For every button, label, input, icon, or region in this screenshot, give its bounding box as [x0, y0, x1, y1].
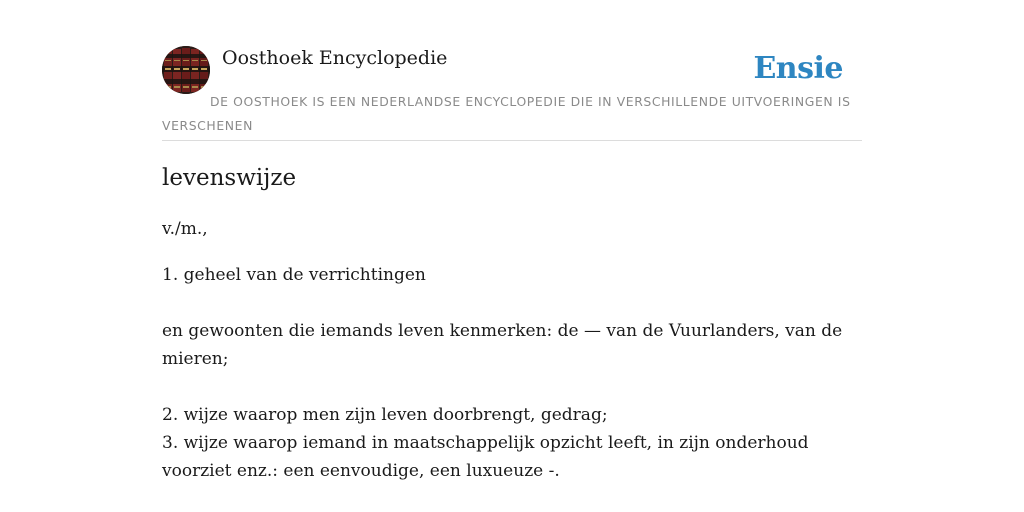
entry	[162, 160, 862, 485]
definition-line: 1. geheel van de verrichtingen	[162, 265, 426, 285]
grammar-label: v./m.,	[162, 219, 208, 239]
site-header	[162, 46, 862, 141]
definition-line: 3. wijze waarop iemand in maatschappelijk opzicht leeft, in zijn onderhoud voorziet enz.: een eenvoudige, een luxueuze -.	[162, 433, 809, 481]
book-spines-icon	[162, 46, 210, 94]
site-name[interactable]: Oosthoek Encyclopedie	[222, 47, 448, 69]
site-description: DE OOSTHOEK IS EEN NEDERLANDSE ENCYCLOPEDIE DIE IN VERSCHILLENDE UITVOERINGEN IS VERSCHENEN	[162, 94, 851, 133]
paragraph-gap	[162, 373, 862, 401]
definition	[162, 261, 862, 485]
entry-title: levenswijze	[162, 165, 297, 191]
brand-logo-link[interactable]: Ensie	[753, 51, 843, 86]
definition-line: 2. wijze waarop men zijn leven doorbrengt, gedrag;	[162, 405, 608, 425]
definition-line: en gewoonten die iemands leven kenmerken: de — van de Vuurlanders, van de mieren;	[162, 321, 843, 369]
paragraph-gap	[162, 289, 862, 317]
avatar[interactable]	[162, 46, 210, 94]
